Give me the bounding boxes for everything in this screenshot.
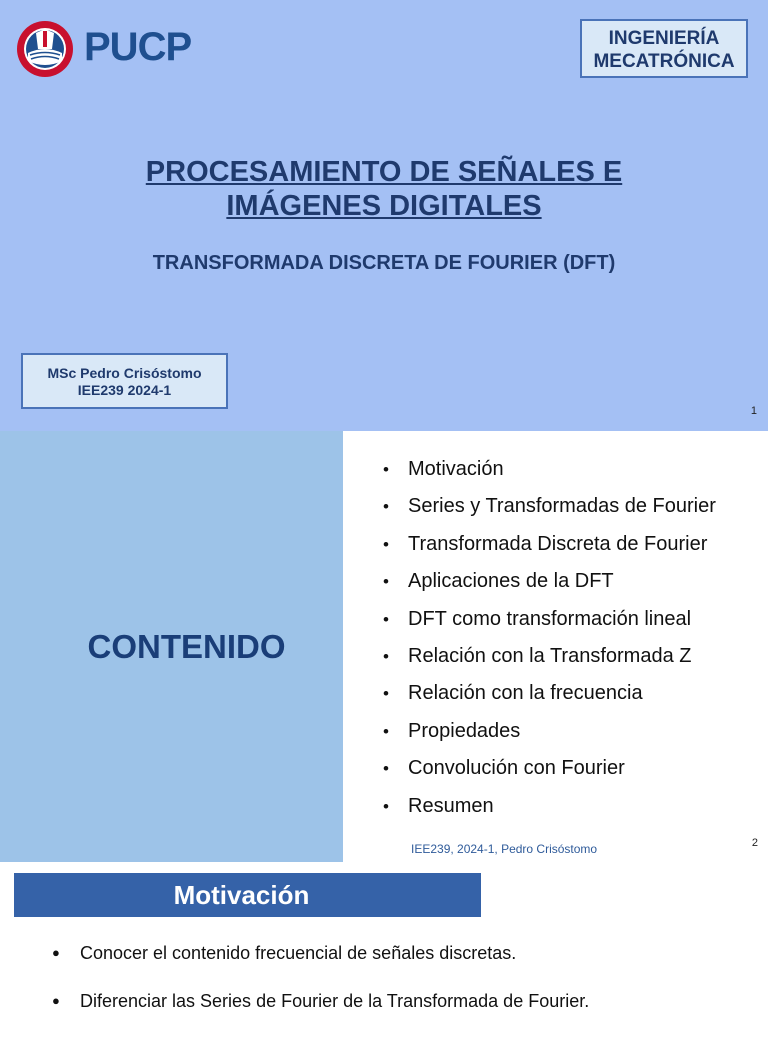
list-item: ● Diferenciar las Series de Fourier de la Transformada de Fourier. <box>52 990 589 1012</box>
list-item: • Relación con la Transformada Z <box>383 638 716 675</box>
title-slide <box>0 0 768 431</box>
course-title-line-2: IMÁGENES DIGITALES <box>226 190 542 222</box>
author-name: MSc Pedro Crisóstomo <box>47 365 202 381</box>
list-item: • Series y Transformadas de Fourier <box>383 488 716 525</box>
section-banner <box>14 873 481 917</box>
department-box <box>580 19 748 78</box>
list-item: • Propiedades <box>383 713 716 750</box>
motivation-slide <box>0 862 768 1024</box>
department-line-2: MECATRÓNICA <box>593 51 735 72</box>
department-line-1: INGENIERÍA <box>608 28 720 49</box>
logo-text: PUCP <box>84 25 192 69</box>
course-title-line-1: PROCESAMIENTO DE SEÑALES E <box>145 156 623 188</box>
page-number: 1 <box>750 405 757 417</box>
pucp-logo <box>14 19 234 79</box>
course-code: IEE239 2024-1 <box>77 382 172 398</box>
list-item: • Transformada Discreta de Fourier <box>383 526 716 563</box>
list-item: • Resumen <box>383 788 716 825</box>
contents-slide <box>0 431 768 862</box>
list-item: • Motivación <box>383 451 716 488</box>
course-title <box>0 155 768 223</box>
section-heading: Motivación <box>173 880 310 910</box>
contents-list <box>383 451 716 825</box>
list-item: • DFT como transformación lineal <box>383 601 716 638</box>
slide-footer: IEE239, 2024-1, Pedro Crisóstomo <box>411 842 598 856</box>
page-number: 2 <box>751 837 758 849</box>
list-item: • Aplicaciones de la DFT <box>383 563 716 600</box>
list-item: ● Conocer el contenido frecuencial de señales discretas. <box>52 942 589 964</box>
contents-heading: CONTENIDO <box>87 628 286 665</box>
list-item: • Convolución con Fourier <box>383 750 716 787</box>
author-box <box>21 353 228 409</box>
lecture-subtitle: TRANSFORMADA DISCRETA DE FOURIER (DFT) <box>152 252 616 274</box>
pucp-seal-icon <box>14 19 76 79</box>
list-item: • Relación con la frecuencia <box>383 675 716 712</box>
